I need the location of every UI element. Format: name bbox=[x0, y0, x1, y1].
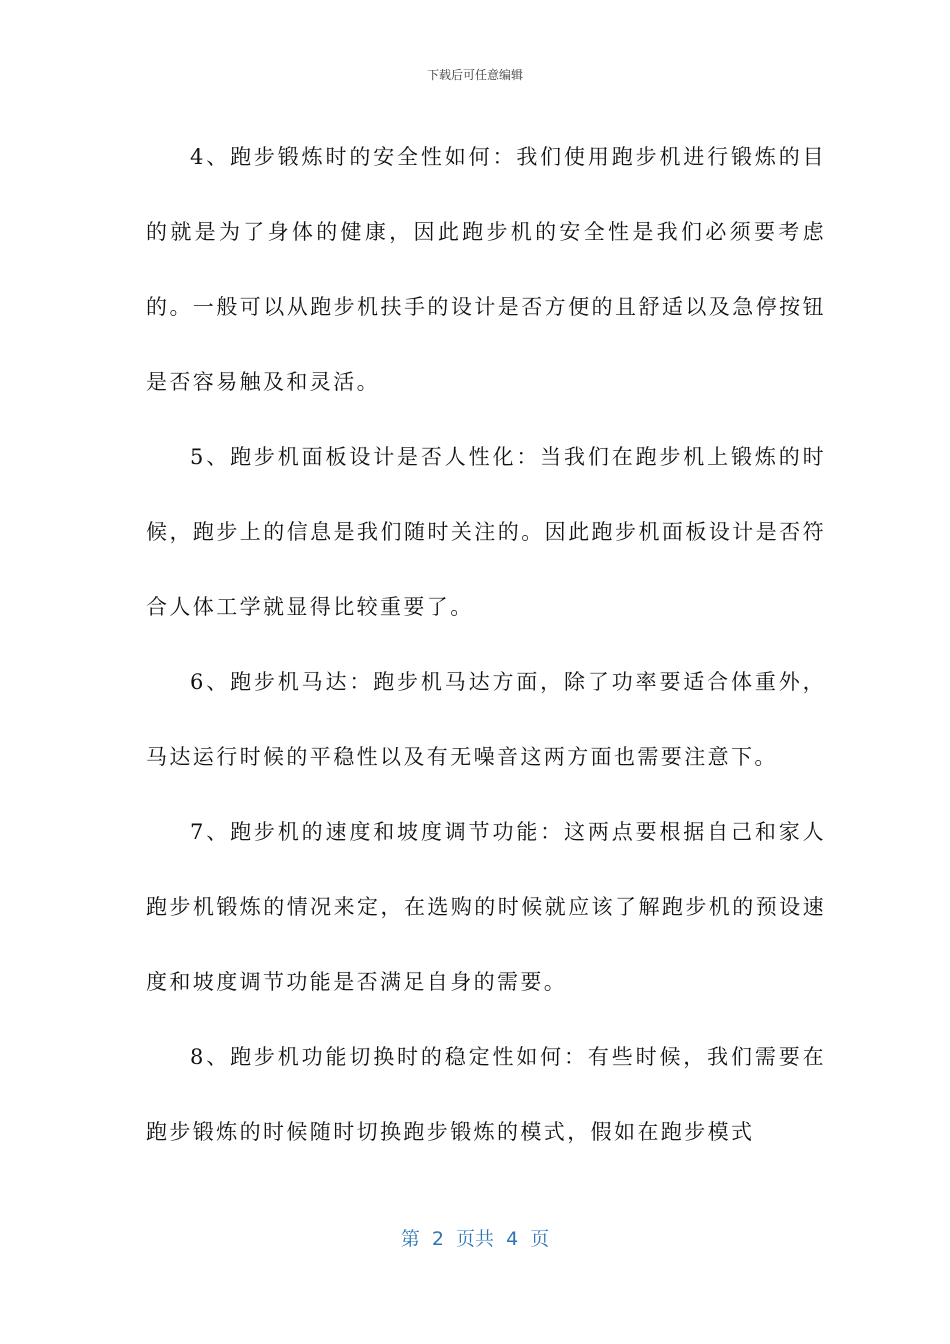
document-body bbox=[146, 120, 826, 1170]
paragraph-8-mode-switch: 8、跑步机功能切换时的稳定性如何：有些时候，我们需要在跑步锻炼的时候随时切换跑步锻炼的模式，假如在跑步模式 bbox=[146, 1045, 826, 1144]
paragraph-6-motor: 6、跑步机马达：跑步机马达方面，除了功率要适合体重外，马达运行时候的平稳性以及有无噪音这两方面也需要注意下。 bbox=[146, 670, 826, 769]
paragraph-4-safety: 4、跑步锻炼时的安全性如何：我们使用跑步机进行锻炼的目的就是为了身体的健康，因此跑步机的安全性是我们必须要考虑的。一般可以从跑步机扶手的设计是否方便的且舒适以及急停按钮是否容易触及和灵活。 bbox=[146, 145, 826, 394]
paragraph-7-speed-incline: 7、跑步机的速度和坡度调节功能：这两点要根据自己和家人跑步机锻炼的情况来定，在选购的时候就应该了解跑步机的预设速度和坡度调节功能是否满足自身的需要。 bbox=[146, 820, 826, 994]
page-header: 下载后可任意编辑 bbox=[426, 68, 523, 82]
page-footer: 第 2 页共 4 页 bbox=[400, 1228, 550, 1250]
paragraph-5-panel-design: 5、跑步机面板设计是否人性化：当我们在跑步机上锻炼的时候，跑步上的信息是我们随时关注的。因此跑步机面板设计是否符合人体工学就显得比较重要了。 bbox=[146, 445, 826, 619]
